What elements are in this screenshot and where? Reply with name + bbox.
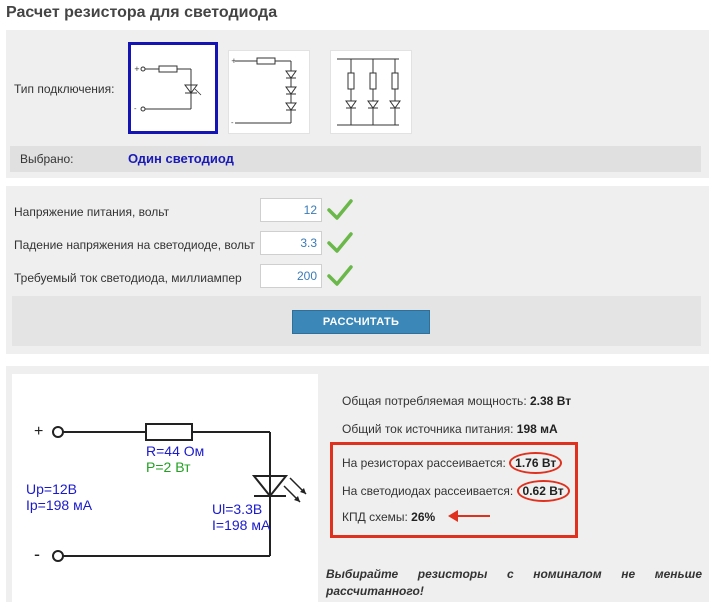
supply-current-label: Ip=198 мА	[26, 497, 93, 513]
check-icon	[326, 196, 354, 224]
resistance-label: R=44 Ом	[146, 443, 205, 459]
selected-bar	[10, 146, 701, 172]
circuit-diagram	[12, 374, 318, 602]
svg-text:+: +	[134, 65, 140, 73]
check-icon	[326, 262, 354, 290]
total-power-line	[342, 394, 571, 408]
connection-type-panel	[6, 30, 709, 178]
led-current-label: Требуемый ток светодиода, миллиампер	[14, 271, 242, 285]
led-voltage-input[interactable]	[260, 231, 322, 255]
supply-voltage-label: Up=12В	[26, 481, 77, 497]
supply-voltage-label: Напряжение питания, вольт	[14, 205, 170, 219]
selected-label: Выбрано:	[20, 152, 74, 166]
resistor-dissipation-value: 1.76 Вт	[509, 452, 562, 474]
resistor-dissipation-line	[342, 452, 562, 474]
plus-terminal	[53, 427, 63, 437]
calculate-bar	[12, 296, 701, 346]
resistor-note-end: рассчитанного!	[326, 584, 424, 598]
resistor-symbol	[146, 424, 192, 440]
resistor-dissipation-label: На резисторах рассеивается:	[342, 456, 506, 470]
parallel-leds-diagram-icon	[331, 51, 411, 133]
total-power-label: Общая потребляемая мощность:	[342, 394, 527, 408]
svg-text:-: -	[134, 105, 137, 113]
led-voltage-label: Падение напряжения на светодиоде, вольт	[14, 238, 255, 252]
total-current-label: Общий ток источника питания:	[342, 422, 514, 436]
selected-value: Один светодиод	[128, 151, 234, 166]
series-leds-diagram-icon	[229, 51, 309, 133]
led-current-input[interactable]	[260, 264, 322, 288]
plus-terminal-label: +	[34, 423, 44, 440]
inputs-panel	[6, 186, 709, 354]
supply-voltage-input[interactable]	[260, 198, 322, 222]
svg-text:+: +	[231, 57, 237, 65]
total-current-value: 198 мА	[516, 422, 558, 436]
option-single-led[interactable]	[128, 42, 218, 134]
supply-voltage-row	[6, 198, 406, 226]
efficiency-label: КПД схемы:	[342, 510, 408, 524]
results-panel	[6, 366, 709, 602]
efficiency-line	[342, 510, 435, 524]
total-power-value: 2.38 Вт	[530, 394, 572, 408]
led-voltage-label: Ul=3.3В	[212, 501, 263, 517]
circuit-schematic	[12, 374, 318, 602]
option-parallel-leds[interactable]	[330, 50, 412, 134]
led-dissipation-label: На светодиодах рассеивается:	[342, 484, 514, 498]
arrow-left-icon	[446, 508, 492, 524]
check-icon	[326, 229, 354, 257]
led-voltage-row	[6, 231, 406, 259]
power-rating-label: P=2 Вт	[146, 459, 191, 475]
led-current-row	[6, 264, 406, 292]
minus-terminal-label: -	[34, 544, 40, 564]
led-dissipation-value: 0.62 Вт	[517, 480, 570, 502]
total-current-line	[342, 422, 558, 436]
calculate-button[interactable]: РАССЧИТАТЬ	[292, 310, 430, 334]
svg-text:-: -	[231, 119, 234, 127]
single-led-diagram-icon	[131, 45, 215, 131]
connection-type-label: Тип подключения:	[14, 82, 115, 96]
resistor-note: Выбирайте резисторы с номиналом не меньше	[326, 567, 702, 581]
option-series-leds[interactable]	[228, 50, 310, 134]
efficiency-value: 26%	[411, 510, 436, 524]
minus-terminal	[53, 551, 63, 561]
led-current-label: I=198 мА	[212, 517, 271, 533]
page-title: Расчет резистора для светодиода	[6, 4, 278, 21]
led-dissipation-line	[342, 480, 570, 502]
